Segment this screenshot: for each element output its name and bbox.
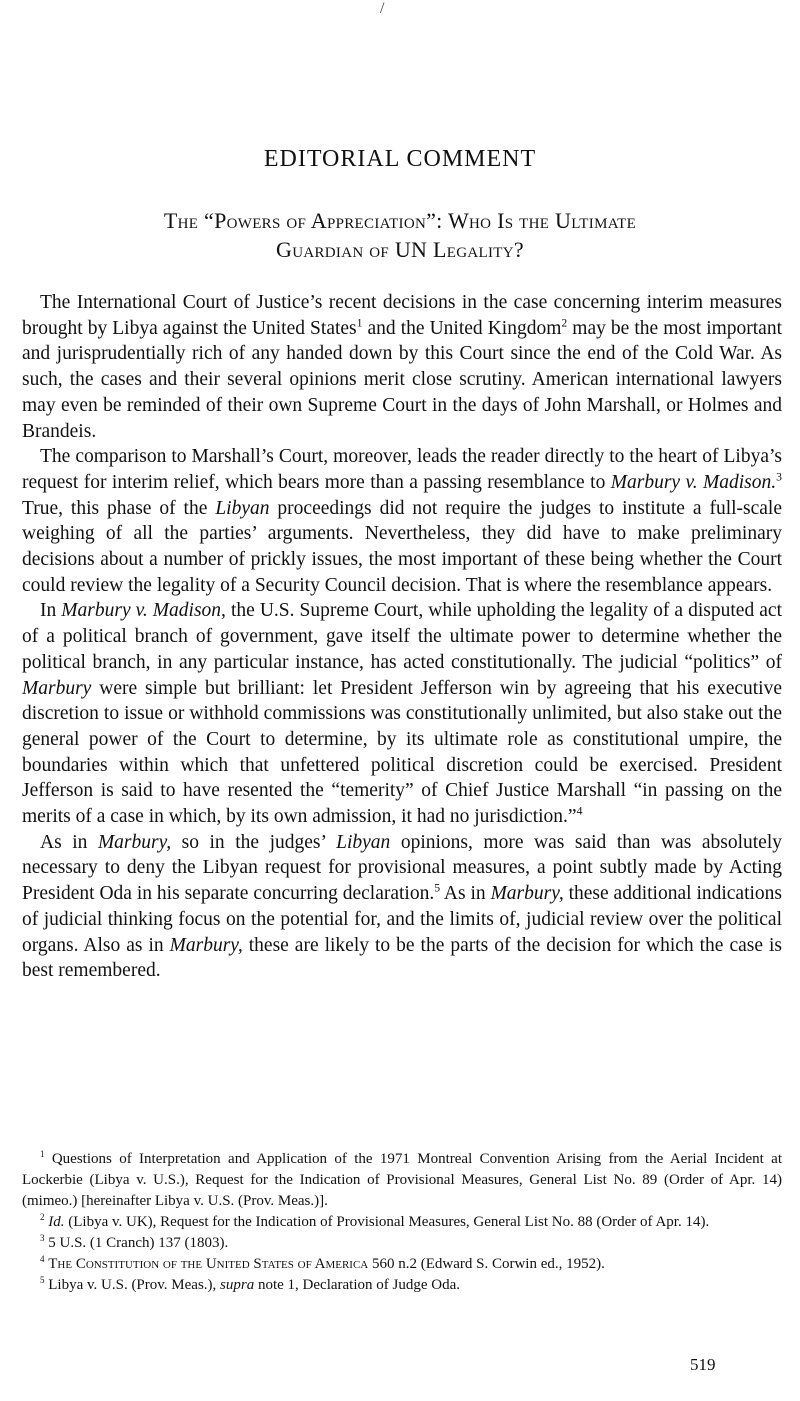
body-paragraph <box>22 598 782 829</box>
italic-text: Marbury, <box>490 883 564 905</box>
footnote-ref: 5 <box>40 1275 45 1285</box>
text-run: opinions, more was said than was absolutely necessary to deny the Libyan request for provisional measures, a point subtly made by Acting President Oda in his separate concurring declaration. <box>22 831 782 905</box>
footnote <box>22 1275 782 1296</box>
italic-text: Marbury v. Madison, <box>61 600 226 622</box>
italic-text: Marbury, <box>97 831 172 853</box>
italic-text: Marbury v. Madison. <box>610 471 777 493</box>
footnote <box>22 1233 782 1254</box>
italic-text: supra <box>220 1277 255 1293</box>
text-run: Libya v. U.S. (Prov. Meas.), <box>44 1277 221 1293</box>
footnote <box>22 1212 782 1233</box>
italic-text: Id. <box>48 1214 65 1230</box>
footnote-ref: 4 <box>576 804 583 818</box>
footnote-ref: 5 <box>434 881 441 895</box>
small-caps-text: The Constitution of the United States of America <box>48 1256 369 1272</box>
text-run: the U.S. Supreme Court, while upholding the legality of a disputed act of a political branch of government, gave itself the ultimate power to determine whether the political branch, in any particular instance, has acted constitutionally. The judicial “politics” of <box>22 600 782 673</box>
text-run: Questions of Interpretation and Application of the 1971 Montreal Convention Arising from the Aerial Incident at Lockerbie (Libya v. U.S.), Request for the Indication of Provisional Measures, General List No. 89 (Order of Apr. 14) (mimeo.) [hereinafter Libya v. U.S. (Prov. Meas.)]. <box>22 1151 782 1209</box>
footnote-ref: 2 <box>561 316 568 330</box>
footnote-ref: 3 <box>40 1233 45 1243</box>
text-run: proceedings did not require the judges to institute a full-scale weighing of all the parties’ arguments. Nevertheless, they did have to make preliminary decisions about a number of prickly issues, the most important of these being whether the Court could review the legality of a Security Council decision. That is where the resemblance appears. <box>22 497 783 596</box>
text-run: may be the most important and jurisprudentially rich of any handed down by this Court since the end of the Cold War. As such, the cases and their several opinions merit close scrutiny. American international lawyers may even be reminded of their own Supreme Court in the days of John Marshall, or Holmes and Brandeis. <box>22 317 783 442</box>
footnote-ref: 4 <box>40 1254 45 1264</box>
text-run: so in the judges’ <box>171 831 337 853</box>
text-run: 560 n.2 (Edward S. Corwin ed., 1952). <box>368 1256 605 1272</box>
body-paragraph <box>22 444 782 598</box>
article-body <box>22 290 782 984</box>
footnote-ref: 1 <box>356 316 363 330</box>
article-title-line-1: The “Powers of Appreciation”: Who Is the Ultimate <box>163 208 637 233</box>
italic-text: Libyan <box>215 497 270 519</box>
footnote-ref: 3 <box>776 470 782 484</box>
text-run: (Libya v. UK), Request for the Indication of Provisional Measures, General List No. 88 (Order of Apr. 14). <box>64 1214 710 1230</box>
italic-text: Marbury, <box>169 934 243 956</box>
text-run: The International Court of Justice’s recent decisions in the case concerning interim measures brought by Libya against the United States <box>22 292 782 339</box>
footnote <box>22 1254 782 1275</box>
article-title <box>40 206 760 264</box>
text-run: The comparison to Marshall’s Court, moreover, leads the reader directly to the heart of Libya’s request for interim relief, which bears more than a passing resemblance to <box>22 446 782 493</box>
article-title-line-2: Guardian of UN Legality? <box>276 237 524 262</box>
text-run: were simple but brilliant: let President Jefferson win by agreeing that his executive discretion to issue or withhold commissions was constitutionally unlimited, but also stake out the general power of the Court to determine, by its ultimate role as constitutional umpire, the boundaries within which that unfettered political discretion could be exercised. President Jefferson is said to have resented the “temerity” of Chief Justice Marshall “in passing on the merits of a case in which, by its own admission, it had no jurisdiction.” <box>22 677 782 828</box>
text-run: As in <box>40 831 98 853</box>
page-number: 519 <box>690 1355 716 1374</box>
text-run: In <box>40 600 62 622</box>
body-paragraph <box>22 290 782 444</box>
footnote-ref: 2 <box>40 1212 45 1222</box>
text-run: 5 U.S. (1 Cranch) 137 (1803). <box>44 1235 229 1251</box>
text-run: these additional indications of judicial thinking focus on the potential for, and the limits of, judicial review over the political organs. Also as in <box>22 883 783 956</box>
footnote-ref: 1 <box>40 1149 45 1159</box>
margin-mark: / <box>380 0 385 17</box>
footnotes <box>22 1149 782 1296</box>
body-paragraph <box>22 830 782 984</box>
section-heading: EDITORIAL COMMENT <box>263 146 537 172</box>
text-run: As in <box>440 883 491 905</box>
italic-text: Marbury <box>22 677 92 699</box>
text-run: and the United Kingdom <box>362 317 562 339</box>
text-run: True, this phase of the <box>22 497 216 519</box>
footnote <box>22 1149 782 1212</box>
text-run: note 1, Declaration of Judge Oda. <box>254 1277 461 1293</box>
italic-text: Libyan <box>336 831 391 853</box>
text-run: these are likely to be the parts of the decision for which the case is best remembered. <box>22 934 782 982</box>
